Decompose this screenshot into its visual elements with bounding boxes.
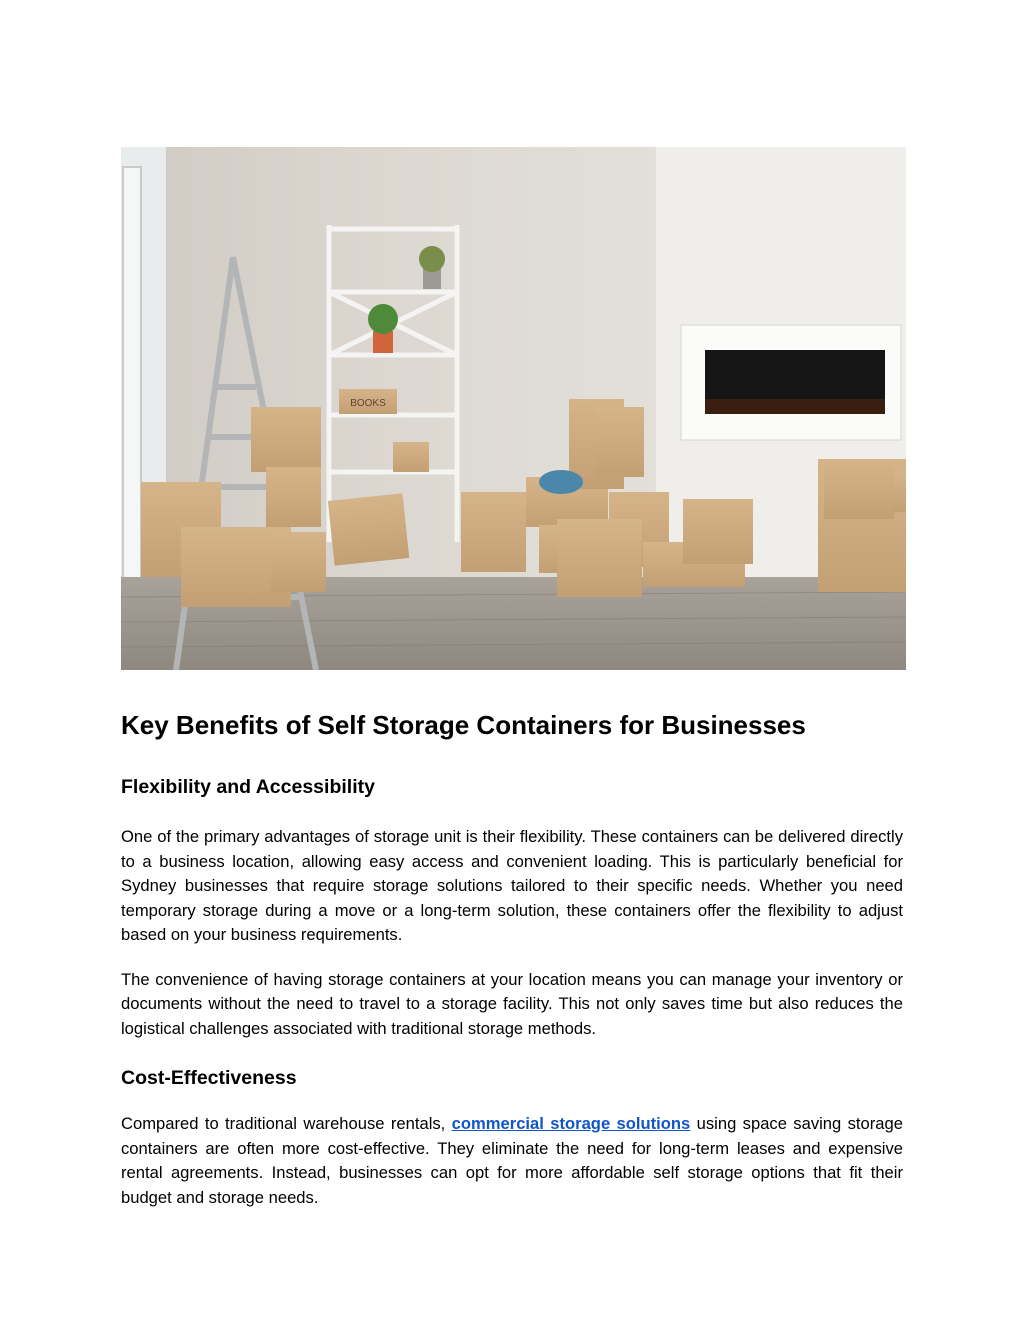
paragraph-flexibility-2: The convenience of having storage containers at your location means you can manage your inventory or documents without the need to travel to a storage facility. This not only saves time but also reduces the logistical challenges associated with traditional storage methods. xyxy=(121,969,903,1038)
section-heading-cost: Cost-Effectiveness xyxy=(121,1067,297,1089)
paragraph-cost xyxy=(121,1112,903,1210)
section-heading-flexibility: Flexibility and Accessibility xyxy=(121,776,375,798)
page-title: Key Benefits of Self Storage Containers for Businesses xyxy=(121,710,806,740)
books-box-label: BOOKS xyxy=(350,398,386,409)
paragraph-flexibility-1: One of the primary advantages of storage unit is their flexibility. These containers can be delivered directly to a business location, allowing easy access and convenient loading. This is particularly beneficial for Sydney businesses that require storage solutions tailored to their specific needs. Whether you need temporary storage during a move or a long-term solution, these containers offer the flexibility to adjust based on your business requirements. xyxy=(121,827,903,944)
paragraph-cost-intro: Compared to traditional warehouse rentals, xyxy=(121,1114,452,1133)
commercial-storage-link[interactable]: commercial storage solutions xyxy=(451,1114,691,1133)
article xyxy=(121,700,903,1210)
hero-image xyxy=(121,147,906,670)
paragraph-cost-rest: using space saving storage containers are often more cost-effective. They eliminate the need for long-term leases and expensive rental agreements. Instead, businesses can opt for more affordable self storage options that fit their budget and storage needs. xyxy=(121,1114,903,1207)
